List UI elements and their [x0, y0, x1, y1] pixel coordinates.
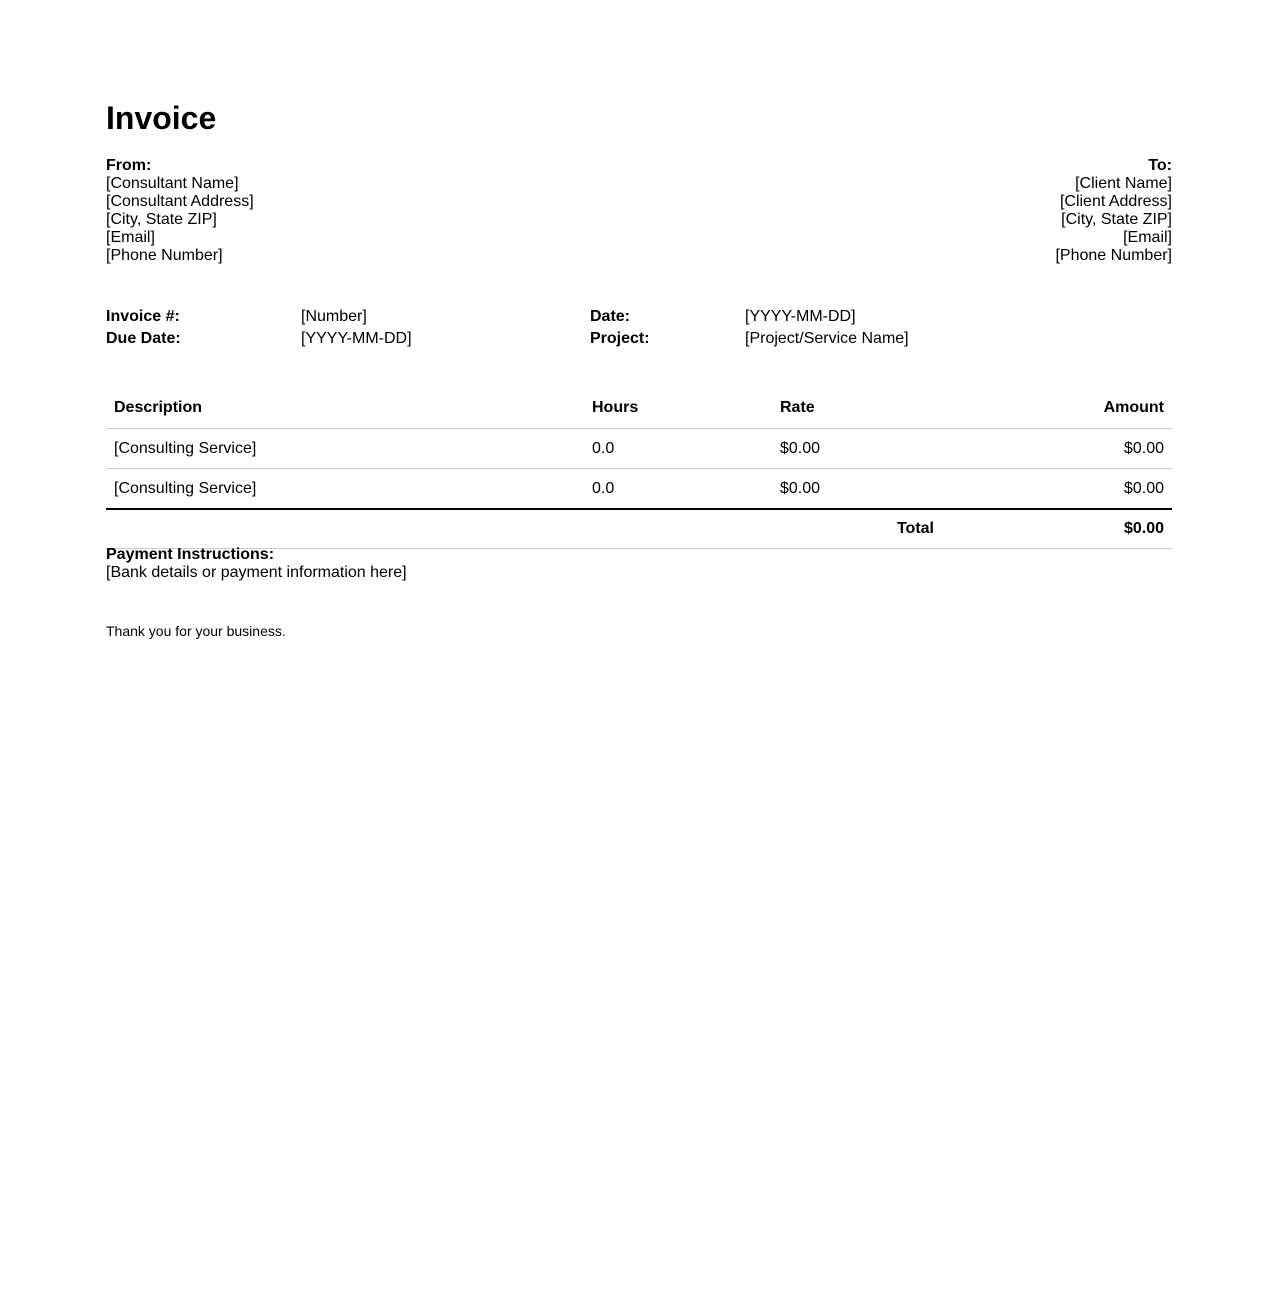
to-email: [Email] — [1123, 229, 1172, 246]
parties — [106, 157, 1172, 265]
from-city: [City, State ZIP] — [106, 211, 217, 228]
from-label: From: — [106, 157, 152, 174]
invoice-meta — [106, 306, 1172, 350]
row-hours: 0.0 — [584, 469, 772, 510]
total-value: $0.00 — [942, 509, 1172, 549]
due-date-value: [YYYY-MM-DD] — [301, 330, 412, 347]
payment-instructions — [106, 546, 407, 582]
row-rate: $0.00 — [772, 469, 942, 510]
project-label: Project: — [590, 330, 650, 347]
to-block — [1055, 157, 1172, 265]
date-label: Date: — [590, 308, 631, 325]
table-header — [106, 388, 1172, 429]
to-phone: [Phone Number] — [1055, 247, 1172, 264]
invoice-number-label: Invoice #: — [106, 308, 180, 325]
page-title: Invoice — [106, 100, 217, 136]
table-row — [106, 469, 1172, 510]
header-amount: Amount — [1103, 399, 1164, 416]
from-block — [106, 157, 254, 265]
row-hours: 0.0 — [584, 429, 772, 469]
to-city: [City, State ZIP] — [1061, 211, 1172, 228]
header-hours: Hours — [592, 399, 639, 416]
payment-text: [Bank details or payment information here] — [106, 564, 407, 581]
row-description: [Consulting Service] — [106, 429, 584, 469]
row-amount: $0.00 — [942, 469, 1172, 510]
due-date-label: Due Date: — [106, 330, 181, 347]
line-items-table — [106, 388, 1172, 549]
payment-label: Payment Instructions: — [106, 546, 275, 563]
total-row — [106, 509, 1172, 549]
date-value: [YYYY-MM-DD] — [745, 308, 856, 325]
invoice-number-value: [Number] — [301, 308, 367, 325]
total-label: Total — [772, 509, 942, 549]
row-description: [Consulting Service] — [106, 469, 584, 510]
row-rate: $0.00 — [772, 429, 942, 469]
project-value: [Project/Service Name] — [745, 330, 909, 347]
from-address: [Consultant Address] — [106, 193, 254, 210]
header-description: Description — [114, 399, 203, 416]
to-label: To: — [1148, 157, 1172, 174]
thank-you-note: Thank you for your business. — [106, 623, 286, 639]
to-name: [Client Name] — [1075, 175, 1172, 192]
from-name: [Consultant Name] — [106, 175, 239, 192]
from-phone: [Phone Number] — [106, 247, 223, 264]
header-rate: Rate — [780, 399, 815, 416]
table-row — [106, 429, 1172, 469]
row-amount: $0.00 — [942, 429, 1172, 469]
to-address: [Client Address] — [1059, 193, 1172, 210]
from-email: [Email] — [106, 229, 155, 246]
